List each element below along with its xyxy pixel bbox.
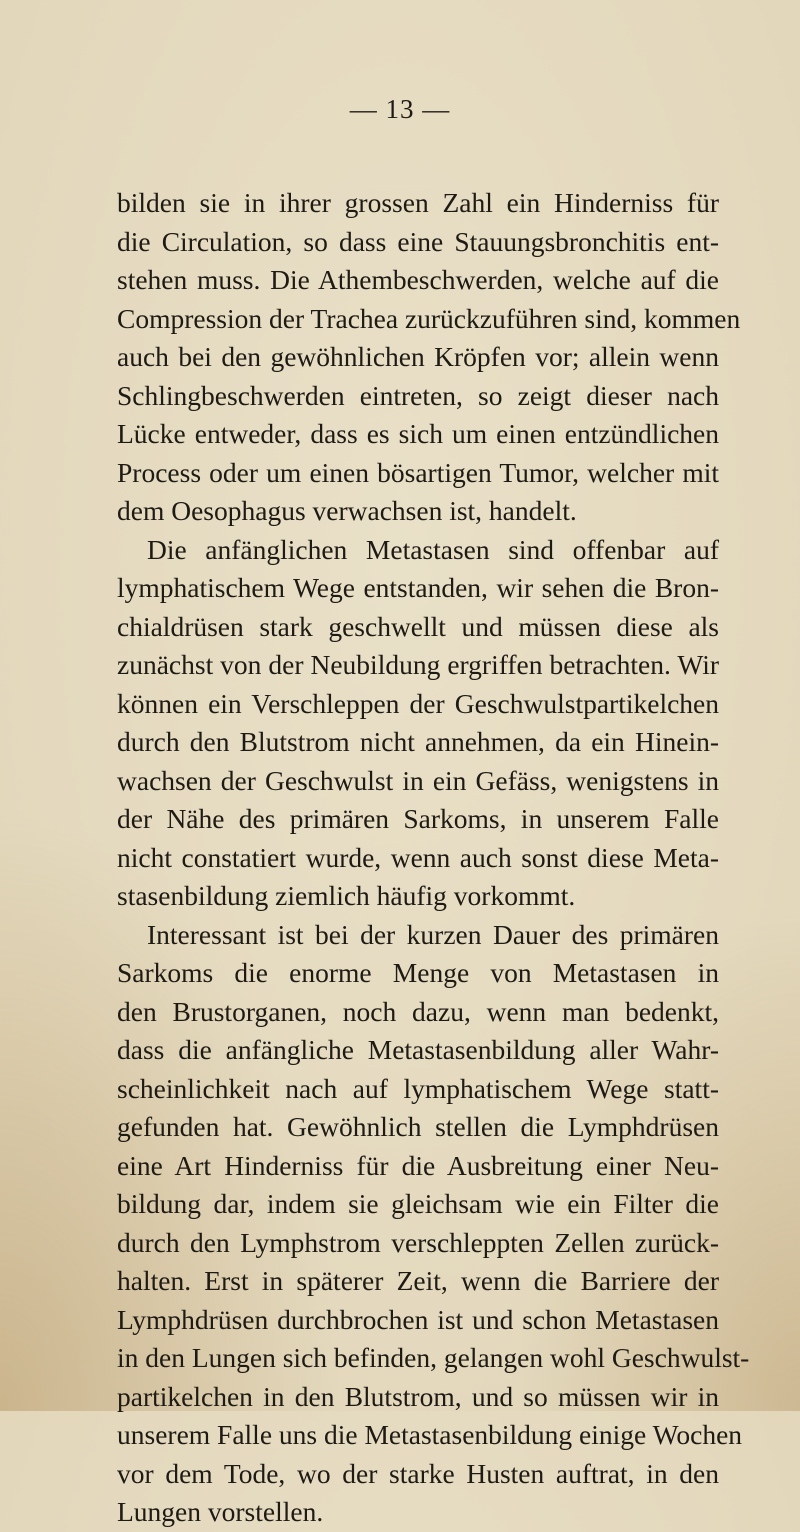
text-line: dem Oesophagus verwachsen ist, handelt.	[117, 495, 577, 526]
text-line: den Brustorganen, noch dazu, wenn man bedenkt,	[117, 995, 719, 1027]
text-line: Lücke entweder, dass es sich um einen entzündlichen	[117, 418, 719, 449]
text-line: vor dem Tode, wo der starke Husten auftrat, in den	[117, 1457, 719, 1489]
text-line: unserem Falle uns die Metastasenbildung einige Wochen	[117, 1419, 743, 1450]
text-line: die Circulation, so dass eine Stauungsbronchitis ent-	[117, 225, 719, 257]
text-line: Compression der Trachea zurückzuführen sind, kommen	[117, 302, 741, 334]
text-line: auch bei den gewöhnlichen Kröpfen vor; allein wenn	[117, 341, 719, 372]
text-line: Die anfänglichen Metastasen sind offenbar auf	[147, 533, 719, 565]
text-line: gefunden hat. Gewöhnlich stellen die Lymphdrüsen	[117, 1111, 719, 1142]
text-line: stehen muss. Die Athembeschwerden, welche auf die	[117, 264, 719, 295]
text-line: Process oder um einen bösartigen Tumor, welcher mit	[117, 456, 719, 488]
page-number-header: — 13 —	[349, 94, 451, 124]
text-line: Lungen vorstellen.	[117, 1496, 324, 1527]
text-line: bildung dar, indem sie gleichsam wie ein Filter die	[117, 1188, 719, 1219]
text-line: dass die anfängliche Metastasenbildung aller Wahr-	[117, 1034, 719, 1065]
text-line: stasenbildung ziemlich häufig vorkommt.	[117, 880, 576, 911]
text-line: in den Lungen sich befinden, gelangen wohl Geschwulst-	[117, 1342, 750, 1373]
text-line: halten. Erst in späterer Zeit, wenn die Barriere der	[117, 1265, 719, 1296]
text-line: durch den Lymphstrom verschleppten Zellen zurück-	[117, 1226, 719, 1258]
text-line: scheinlichkeit nach auf lymphatischem Wege statt-	[117, 1072, 719, 1104]
text-line: eine Art Hinderniss für die Ausbreitung einer Neu-	[117, 1149, 719, 1181]
text-line: der Nähe des primären Sarkoms, in unserem Falle	[117, 803, 719, 834]
text-line: partikelchen in den Blutstrom, und so müssen wir in	[117, 1380, 719, 1412]
text-line: durch den Blutstrom nicht annehmen, da ein Hinein-	[117, 726, 719, 757]
text-line: bilden sie in ihrer grossen Zahl ein Hinderniss für	[117, 187, 719, 218]
text-line: Sarkoms die enorme Menge von Metastasen in	[117, 957, 719, 988]
text-line: Interessant ist bei der kurzen Dauer des primären	[147, 918, 719, 950]
text-line: wachsen der Geschwulst in ein Gefäss, wenigstens in	[117, 764, 719, 796]
text-line: können ein Verschleppen der Geschwulstpartikelchen	[117, 687, 719, 719]
text-line: nicht constatiert wurde, wenn auch sonst diese Meta-	[117, 841, 719, 873]
text-line: Lymphdrüsen durchbrochen ist und schon Metastasen	[117, 1303, 719, 1335]
text-line: chialdrüsen stark geschwellt und müssen diese als	[117, 610, 719, 642]
text-line: Schlingbeschwerden eintreten, so zeigt dieser nach	[117, 379, 719, 411]
body-text	[117, 184, 750, 1532]
text-line: lymphatischem Wege entstanden, wir sehen die Bron-	[117, 572, 719, 603]
text-line: zunächst von der Neubildung ergriffen betrachten. Wir	[117, 649, 719, 680]
